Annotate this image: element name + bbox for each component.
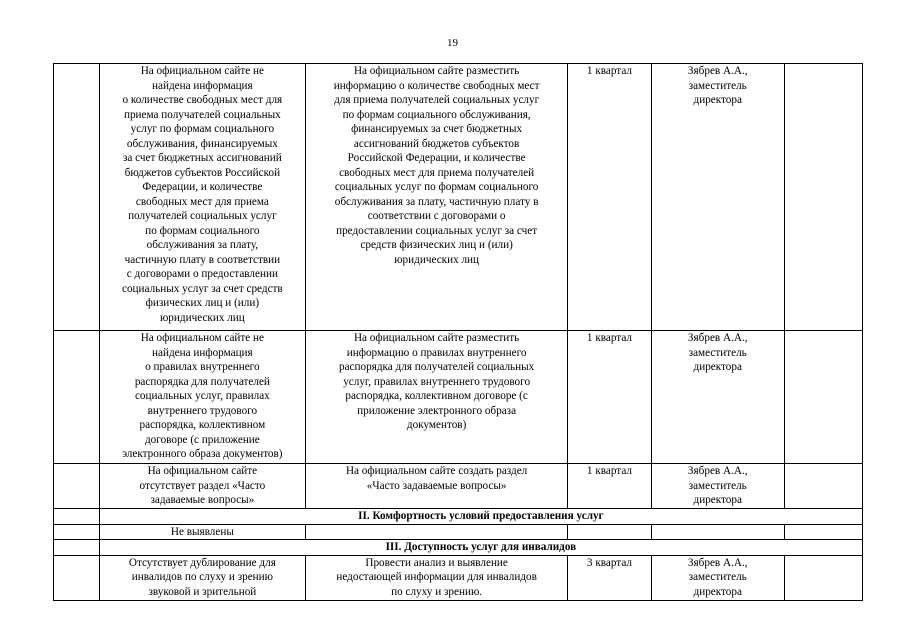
row-number-cell bbox=[54, 555, 100, 600]
row-number-cell bbox=[54, 540, 100, 556]
section-row bbox=[54, 509, 863, 525]
table-row bbox=[54, 331, 863, 464]
responsible-cell: Зябрев А.А., заместитель директора bbox=[651, 464, 784, 509]
deadline-cell: 3 квартал bbox=[568, 555, 651, 600]
measure-cell: Провести анализ и выявление недостающей информации для инвалидов по слуху и зрению. bbox=[305, 555, 567, 600]
deadline-cell: 1 квартал bbox=[568, 331, 651, 464]
measure-cell: На официальном сайте разместить информацию о количестве свободных мест для приема получателей социальных услуг по формам социального обслуживания, финансируемых за счет бюджетных ассигнований бюджетов субъектов Российской Федерации, и количестве свободных мест для приема получателей социальных услуг по формам социального обслуживания за плату, частичную плату в соответствии с договорами о предоставлении социальных услуг за счет средств физических лиц и (или) юридических лиц bbox=[305, 64, 567, 331]
result-cell bbox=[784, 555, 862, 600]
row-number-cell bbox=[54, 509, 100, 525]
row-number-cell bbox=[54, 464, 100, 509]
table-row bbox=[54, 464, 863, 509]
measure-cell: На официальном сайте создать раздел «Часто задаваемые вопросы» bbox=[305, 464, 567, 509]
shortcoming-cell: Отсутствует дублирование для инвалидов по слуху и зрению звуковой и зрительной bbox=[99, 555, 305, 600]
shortcoming-cell: На официальном сайте не найдена информация о правилах внутреннего распорядка для получателей социальных услуг, правилах внутреннего трудового распорядка, коллективном договоре (с приложение электронного образа документов) bbox=[99, 331, 305, 464]
table-row bbox=[54, 555, 863, 600]
responsible-cell bbox=[651, 524, 784, 540]
table-row bbox=[54, 64, 863, 331]
measure-cell: На официальном сайте разместить информацию о правилах внутреннего распорядка для получателей социальных услуг, правилах внутреннего трудового распорядка, коллективном договоре (с приложение электронного образа документов) bbox=[305, 331, 567, 464]
measure-cell bbox=[305, 524, 567, 540]
result-cell bbox=[784, 524, 862, 540]
result-cell bbox=[784, 331, 862, 464]
responsible-cell: Зябрев А.А., заместитель директора bbox=[651, 331, 784, 464]
table-row bbox=[54, 524, 863, 540]
row-number-cell bbox=[54, 64, 100, 331]
row-number-cell bbox=[54, 524, 100, 540]
row-number-cell bbox=[54, 331, 100, 464]
section-title-comfort: II. Комфортность условий предоставления услуг bbox=[99, 509, 862, 525]
shortcoming-cell: На официальном сайте отсутствует раздел «Часто задаваемые вопросы» bbox=[99, 464, 305, 509]
deadline-cell: 1 квартал bbox=[568, 64, 651, 331]
responsible-cell: Зябрев А.А., заместитель директора bbox=[651, 555, 784, 600]
deadline-cell bbox=[568, 524, 651, 540]
section-row bbox=[54, 540, 863, 556]
responsible-cell: Зябрев А.А., заместитель директора bbox=[651, 64, 784, 331]
section-title-accessibility: III. Доступность услуг для инвалидов bbox=[99, 540, 862, 556]
shortcoming-cell: На официальном сайте не найдена информация о количестве свободных мест для приема получателей социальных услуг по формам социального обслуживания, финансируемых за счет бюджетных ассигнований бюджетов субъектов Российской Федерации, и количестве свободных мест для приема получателей социальных услуг по формам социального обслуживания за плату, частичную плату в соответствии с договорами о предоставлении социальных услуг за счет средств физических лиц и (или) юридических лиц bbox=[99, 64, 305, 331]
improvement-plan-table bbox=[53, 63, 863, 601]
page-number: 19 bbox=[447, 37, 458, 49]
deadline-cell: 1 квартал bbox=[568, 464, 651, 509]
result-cell bbox=[784, 64, 862, 331]
result-cell bbox=[784, 464, 862, 509]
shortcoming-cell: Не выявлены bbox=[99, 524, 305, 540]
